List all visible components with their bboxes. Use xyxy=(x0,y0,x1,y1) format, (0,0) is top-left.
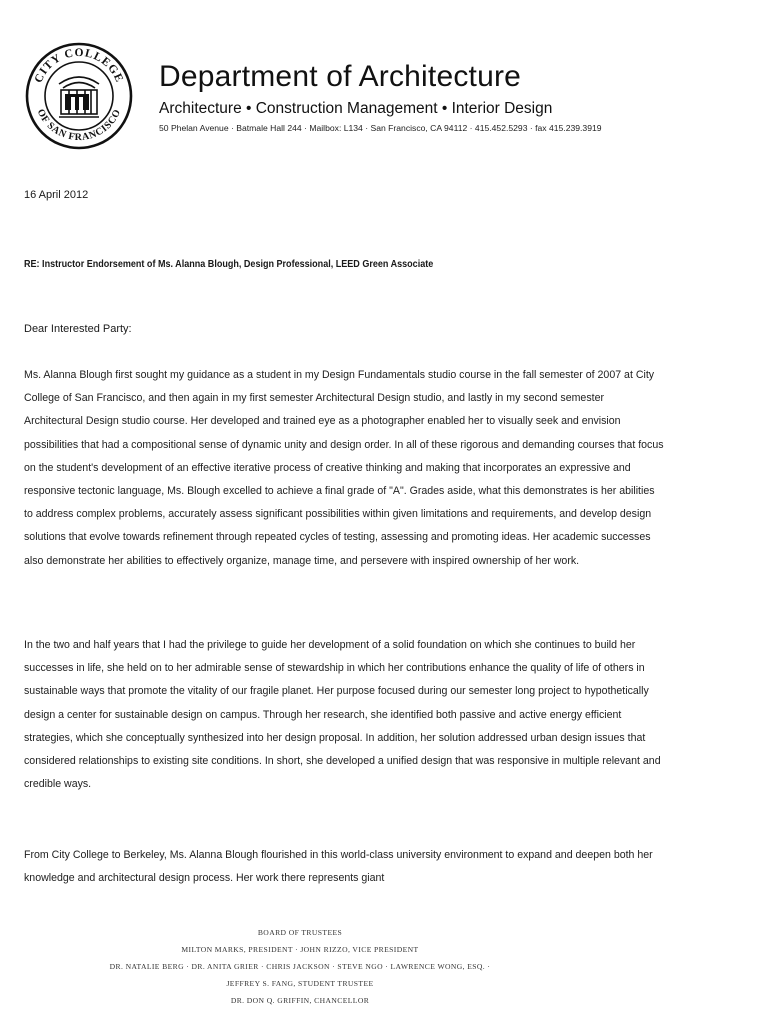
letter-date: 16 April 2012 xyxy=(24,189,89,201)
subject-line: RE: Instructor Endorsement of Ms. Alanna Blough, Design Professional, LEED Green Associate xyxy=(24,258,434,270)
svg-text:CITY COLLEGE xyxy=(33,47,126,85)
seal-top-text: CITY COLLEGE xyxy=(32,46,126,85)
seal-bottom-text: OF SAN FRANCISCO xyxy=(34,107,124,144)
department-title: Department of Architecture xyxy=(159,60,522,93)
body-paragraph-2: In the two and half years that I had the privilege to guide her development of a solid foundation on which she continues to build her successes in life, she held on to her admirable sense of stewardship in which her contributions enhance the quality of life of others in sustainable ways that promote the vitality of our fragile planet. Her purpose focused during our semester long project to hypothetically design a center for sustainable design on campus. Through her research, she identified both passive and active energy efficient strategies, which she conceptually synthesized into her design proposal. In addition, her solution addressed urban design issues that considered relationships to existing site conditions. In short, she developed a unified design that was responsive in multiple relevant and credible ways. xyxy=(24,639,661,791)
salutation: Dear Interested Party: xyxy=(24,323,132,335)
body-paragraph-3: From City College to Berkeley, Ms. Alanna Blough flourished in this world-class university environment to expand and deepen both her knowledge and architectural design process. Her work there represents giant xyxy=(24,849,653,885)
college-seal-logo xyxy=(25,42,133,150)
footer-line-3: JEFFREY S. FANG, STUDENT TRUSTEE xyxy=(226,979,374,988)
department-subtitle: Architecture • Construction Management • Interior Design xyxy=(159,100,553,117)
board-of-trustees-footer xyxy=(0,924,600,1009)
footer-line-1: MILTON MARKS, PRESIDENT · JOHN RIZZO, VICE PRESIDENT xyxy=(181,945,419,954)
footer-heading: BOARD OF TRUSTEES xyxy=(257,928,343,937)
department-address: 50 Phelan Avenue · Batmale Hall 244 · Mailbox: L134 · San Francisco, CA 94112 · 415.452.5293 · fax 415.239.3919 xyxy=(159,123,602,133)
footer-line-2: DR. NATALIE BERG · DR. ANITA GRIER · CHRIS JACKSON · STEVE NGO · LAWRENCE WONG, ESQ. · xyxy=(109,962,491,971)
body-paragraph-1: Ms. Alanna Blough first sought my guidance as a student in my Design Fundamentals studio course in the fall semester of 2007 at City College of San Francisco, and then again in my first semester Architectural Design studio, and lastly in my second semester Architectural Design studio course. Her developed and trained eye as a photographer enabled her to visually seek and envision possibilities that had a compositional sense of dynamic unity and design order. In all of these rigorous and demanding courses that focus on the student's development of an effective iterative process of creative thinking and making that incorporates an expressive and responsive tectonic language, Ms. Blough excelled to achieve a final grade of "A". Grades aside, what this demonstrates is her abilities to address complex problems, accurately assess significant possibilities within given limitations and requirements, and develop design solutions that evolve towards refinement through repeated cycles of testing, assessing and promoting ideas. Her academic successes also demonstrate her abilities to effectively organize, manage time, and persevere with inspired ownership of her work. xyxy=(24,369,664,567)
footer-line-4: DR. DON Q. GRIFFIN, CHANCELLOR xyxy=(230,996,370,1005)
